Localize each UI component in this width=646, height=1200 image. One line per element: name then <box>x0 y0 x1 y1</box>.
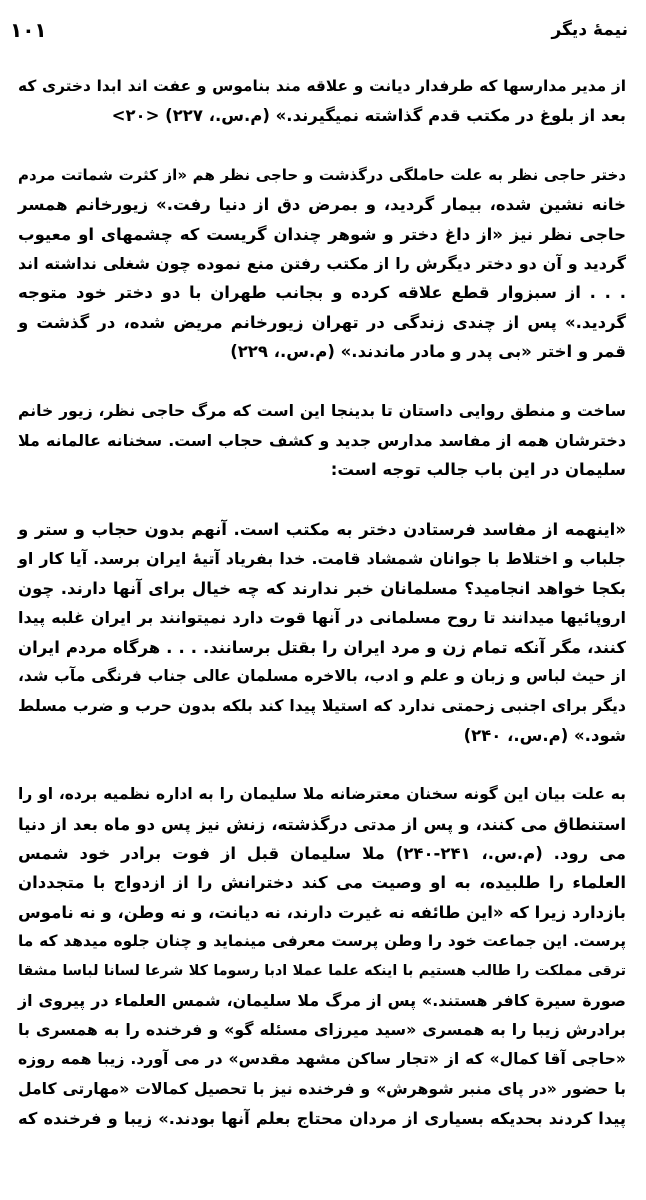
text-line: ترقی مملکت را طالب هستیم با اینکه علما عملا ادبا رسوما کلا شرعا لسانا لباسا مشقا <box>18 962 626 979</box>
text-line: دیگر برای اجنبی زحمتی ندارد که استیلا پیدا کند بلکه بدون حرب و ضرب مسلط <box>18 696 626 716</box>
text-line: بعد از بلوغ در مکتب قدم گذاشته نمیگیرند.» (م.س.، ۲۲۷) <۲۰> <box>111 106 626 126</box>
text-line: سلیمان در این باب جالب توجه است: <box>330 460 626 480</box>
text-line: پیدا کردند بحدیکه بسیاری از مردان محتاج بعلم آنها بودند.» زیبا و فرخنده که <box>18 1108 626 1128</box>
text-line: استنطاق می کنند، و پس از مدتی درگذشته، زنش نیز پس دو ماه بعد از دنیا <box>18 814 626 834</box>
text-line: صورة سیرة کافر هستند.» پس از مرگ ملا سلیمان، شمس العلماء در پیروی از <box>18 990 626 1010</box>
text-line: بکجا خواهد انجامید؟ مسلمانان خبر ندارند که چه خیال برای آنها دارند. چون <box>18 578 626 598</box>
text-line: گردید و آن دو دختر دیگرش را از مکتب رفتن منع نموده چون شغلی نداشته اند <box>18 254 626 274</box>
text-line: گردید.» پس از چندی زندگی در تهران زیورخانم مریض شده، در گذشت و <box>18 312 626 332</box>
text-line: برادرش زیبا را به همسری «سید میرزای مسئله گو» و فرخنده را به همسری با <box>18 1020 626 1040</box>
running-title: نیمهٔ دیگر <box>551 20 628 40</box>
text-line: دختر حاجی نظر به علت حاملگی درگذشت و حاجی نظر هم «از کثرت شماتت مردم <box>18 165 626 184</box>
text-line: بازدارد زیرا که «این طائفه نه غیرت دارند، نه دیانت، و نه وطن، و نه ناموس <box>18 902 626 922</box>
text-line: حاجی نظر نیز «از داغ دختر و شوهر چندان گریست که چشمهای او معیوب <box>18 224 626 244</box>
body-text <box>18 72 626 1133</box>
text-line: شود.» (م.س.، ۲۴۰) <box>463 725 626 745</box>
text-line: . . . از سبزوار قطع علاقه کرده و بجانب طهران با دو دختر خود متوجه <box>18 283 626 303</box>
text-line: از مدیر مدارسها که طرفدار دیانت و علاقه مند بناموس و عفت اند ابدا دختری که <box>18 77 626 95</box>
text-line: دخترشان همه از مفاسد مدارس جدید و کشف حجاب است. سخنانه عالمانه ملا <box>18 431 626 451</box>
text-line: «اینهمه از مفاسد فرستادن دختر به مکتب است. آنهم بدون حجاب و ستر و <box>18 519 626 539</box>
page-header <box>10 16 628 44</box>
text-line: جلباب و اختلاط با جوانان شمشاد قامت. خدا بفریاد آتیهٔ ایران برسد. آیا کار او <box>18 549 626 569</box>
text-line: کنند، مگر آنکه تمام زن و مرد ایران را بقتل برسانند. . . . هرگاه مردم ایران <box>18 637 626 657</box>
text-line: از حیث لباس و زبان و علم و ادب، بالاخره مسلمان عالی جناب فرنگی مآب شد، <box>18 666 626 685</box>
page-number: ۱۰۱ <box>10 18 47 42</box>
text-line: پرست. این جماعت خود را وطن پرست معرفی مینماید و چنان جلوه میدهد که ما <box>18 932 626 951</box>
paragraph-3 <box>18 397 626 485</box>
text-line: العلماء را طلبیده، به او وصیت می کند دخترانش را از ازدواج با متجددان <box>18 873 626 893</box>
text-line: می رود. (م.س.، ۲۴۱-۲۴۰) ملا سلیمان قبل از فوت برادر خود شمس <box>18 843 627 863</box>
text-line: ساخت و منطق روایی داستان تا بدینجا این است که مرگ حاجی نظر، زیور خانم <box>18 401 626 420</box>
text-line: «حاجی آقا کمال» که از «تجار ساکن مشهد مقدس» در می آورد. زیبا همه روزه <box>18 1049 626 1068</box>
text-line: اروپائیها میدانند تا روح مسلمانی در آنها قوت دارد نمیتوانند بر ایران غلبه پیدا <box>18 608 626 628</box>
paragraph-4-quotation <box>18 515 626 750</box>
text-line: با حضور «در پای منبر شوهرش» و فرخنده نیز با تحصیل کمالات «مهارتی کامل <box>18 1079 626 1099</box>
text-line: قمر و اختر «بی پدر و مادر ماندند.» (م.س.، ۲۲۹) <box>230 342 626 362</box>
paragraph-1 <box>18 72 626 131</box>
paragraph-5 <box>18 780 626 1133</box>
text-line: به علت بیان این گونه سخنان معترضانه ملا سلیمان را به اداره نظمیه برده، او را <box>18 785 626 804</box>
paragraph-2 <box>18 161 626 367</box>
text-line: خانه نشین شده، بیمار گردید، و بمرض دق از دنیا رفت.» زیورخانم همسر <box>18 195 626 215</box>
